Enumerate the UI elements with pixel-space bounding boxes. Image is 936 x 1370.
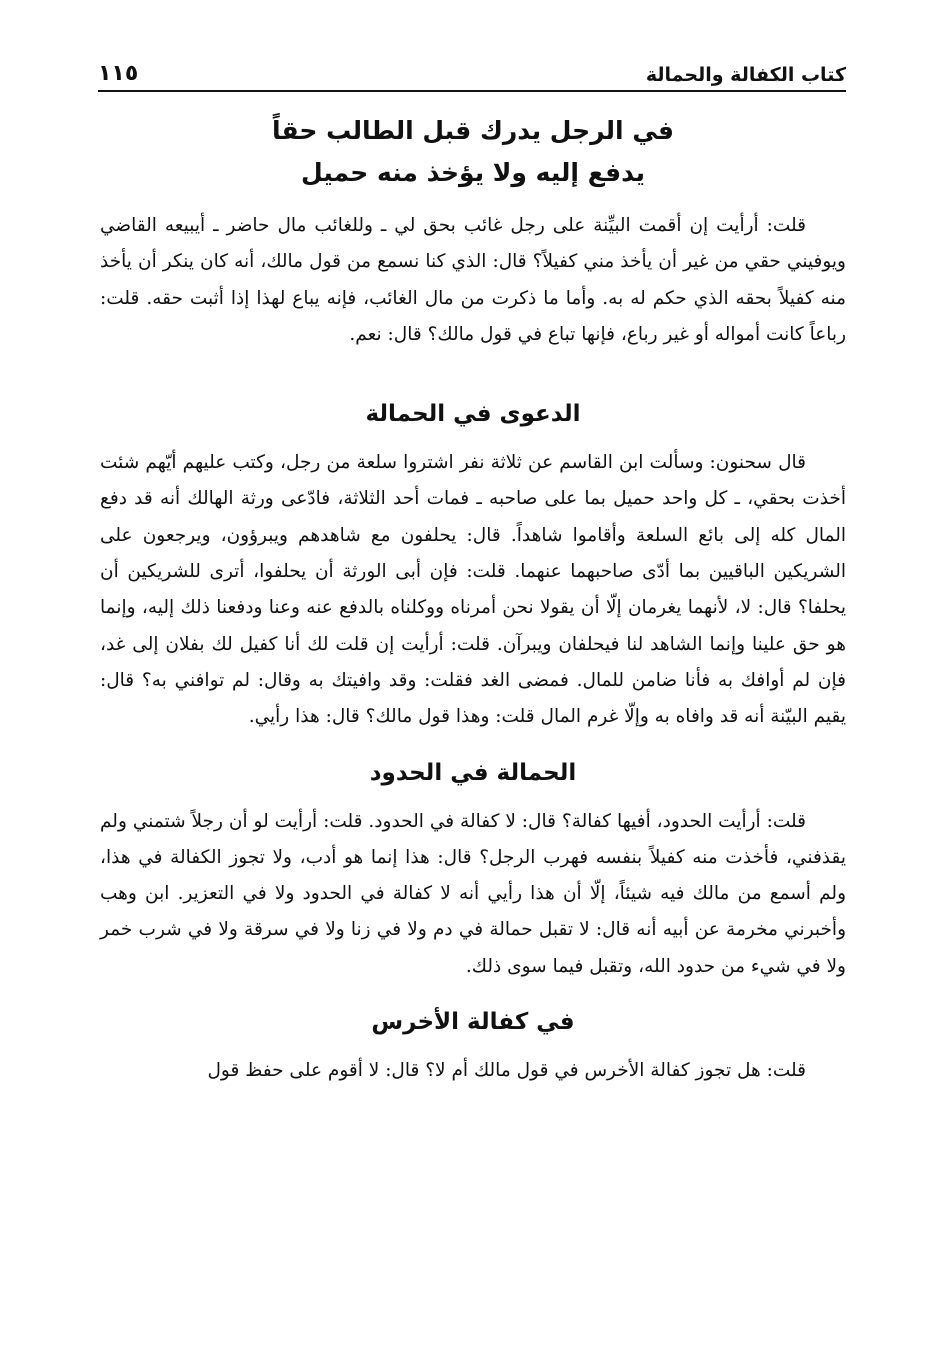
page-number: ١١٥ <box>98 61 139 86</box>
section-title: في كفالة الأخرس <box>371 1009 575 1036</box>
section-mute-surety <box>100 1005 846 1089</box>
section-claim-in-surety <box>100 397 846 735</box>
section-title-line-2: يدفع إليه ولا يؤخذ منه حميل <box>301 158 645 187</box>
section-paragraph: قال سحنون: وسألت ابن القاسم عن ثلاثة نفر اشتروا سلعة من رجل، وكتب عليهم أيّهم شئت أخذت بحقي، ـ كل واحد حميل بما على صاحبه ـ فمات أحد الثلاثة، فادّعى ورثة الهالك أنه قد دفع المال كله إلى بائع السلعة وأقاموا شاهداً. قال: يحلفون مع شاهدهم ويبرؤون، ويرجعون على الشريكين الباقيين بما أدّى صاحبهما عنهما. قلت: فإن أبى الورثة أن يحلفوا، أترى للشريكين أن يحلفا؟ قال: لا، لأنهما يغرمان إلّا أن يقولا نحن أمرناه ووكلناه بالدفع عنه وعنا ودفعنا ذلك إليه، وإنما هو حق علينا وإنما الشاهد لنا فيحلفان ويبرآن. قلت: أرأيت إن قلت لك أنا كفيل لك بفلان إلى غد، فإن لم أوافك به فأنا ضامن للمال. فمضى الغد فقلت: وقد وافيتك به وقال: لم توافني به؟ قال: يقيم البيّنة أنه قد وافاه به وإلّا غرم المال قلت: وهذا قول مالك؟ قال: هذا رأيي. <box>100 452 846 728</box>
section-paragraph: قلت: هل تجوز كفالة الأخرس في قول مالك أم لا؟ قال: لا أقوم على حفظ قول <box>207 1060 806 1082</box>
running-header <box>98 52 846 92</box>
section-surety-in-hudud <box>100 756 846 985</box>
section-debtor-before-claimant <box>100 110 846 353</box>
section-title <box>100 110 846 194</box>
book-title: كتاب الكفالة والحمالة <box>645 64 846 86</box>
section-title-line-1: في الرجل يدرك قبل الطالب حقاً <box>272 116 674 145</box>
section-paragraph: قلت: أرأيت إن أقمت البيِّنة على رجل غائب بحق لي ـ وللغائب مال حاضر ـ أيبيعه القاضي ويوفيني حقي من غير أن يأخذ مني كفيلاً؟ قال: الذي كنا نسمع من قول مالك، أنه كان ينكر أن يأخذ منه كفيلاً بحقه الذي حكم له به. وأما ما ذكرت من مال الغائب، فإنه يباع لهذا إذا أثبت حقه. قلت: رباعاً كانت أمواله أو غير رباع، فإنها تباع في قول مالك؟ قال: نعم. <box>100 215 846 345</box>
section-paragraph: قلت: أرأيت الحدود، أفيها كفالة؟ قال: لا كفالة في الحدود. قلت: أرأيت لو أن رجلاً شتمني ولم يقذفني، فأخذت منه كفيلاً بنفسه فهرب الرجل؟ قال: هذا إنما هو أدب، ولا تجوز الكفالة في هذا، ولم أسمع من مالك فيه شيئاً، إلّا أن هذا رأيي أنه لا كفالة في الحدود ولا في التعزير. ابن وهب وأخبرني مخرمة عن أبيه أنه قال: لا تقبل حمالة في دم ولا في زنا ولا في سرقة ولا في شرب خمر ولا في شيء من حدود الله، وتقبل فيما سوى ذلك. <box>100 810 846 977</box>
section-title: الدعوى في الحمالة <box>365 401 581 428</box>
page-content <box>100 110 846 1089</box>
section-title: الحمالة في الحدود <box>369 759 577 786</box>
